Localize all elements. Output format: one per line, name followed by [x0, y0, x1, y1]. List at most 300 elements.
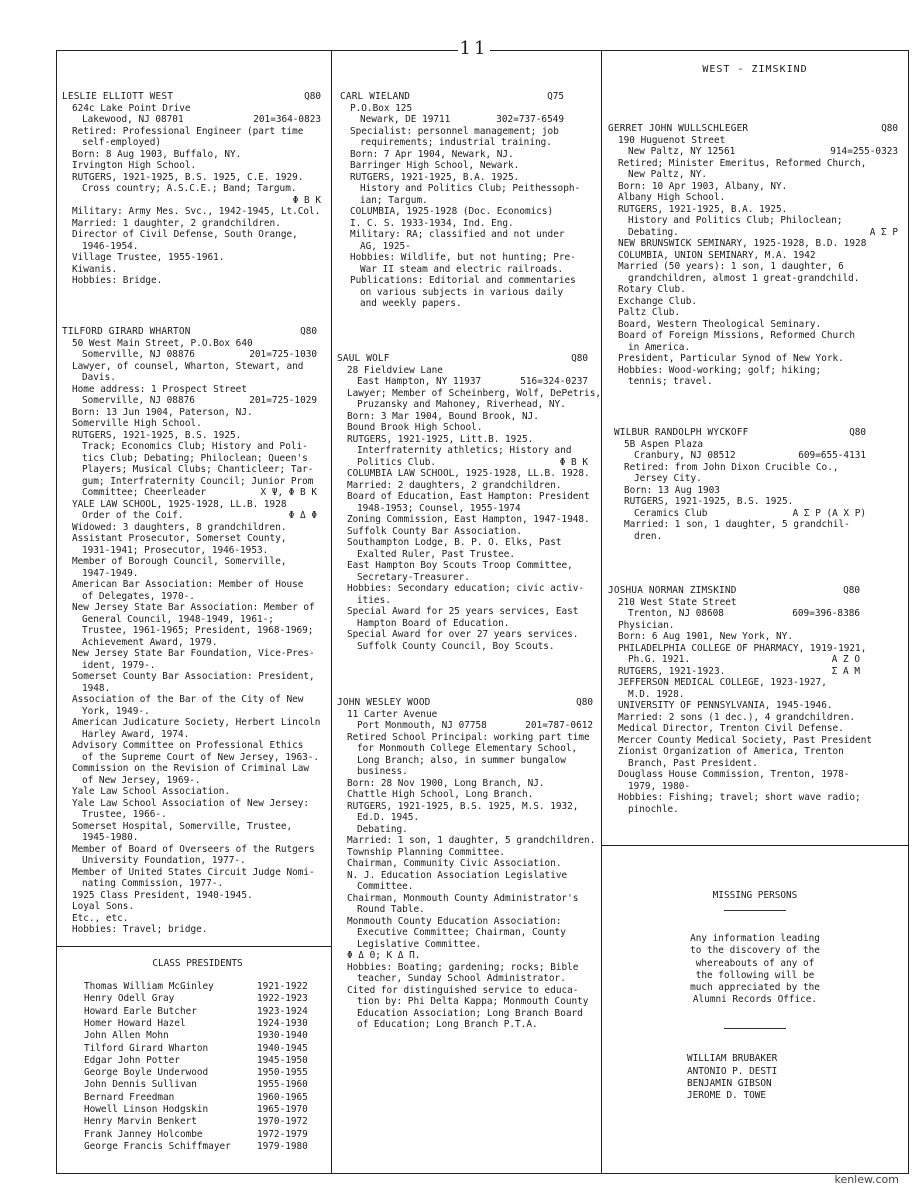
entry-line	[337, 434, 588, 446]
missing-person-name: JEROME D. TOWE	[687, 1090, 767, 1102]
entry-line	[62, 556, 317, 568]
entry-line	[62, 625, 317, 637]
line-text: Trustee, 1966-.	[82, 809, 167, 820]
class-president-row	[84, 1043, 308, 1055]
entry-line	[62, 901, 317, 913]
entry-line	[337, 537, 588, 549]
entry-line	[337, 560, 588, 572]
line-text: Retired; Minister Emeritus, Reformed Church,	[618, 157, 867, 169]
president-name: George Boyle Underwood	[84, 1067, 209, 1079]
line-text: Branch, Past President.	[628, 757, 758, 769]
entry-line	[614, 496, 866, 508]
line-text: YALE LAW SCHOOL, 1925-1928, LL.B. 1928	[72, 498, 287, 510]
entry-line	[608, 192, 898, 204]
entry-line	[608, 712, 860, 724]
line-right: 201=787-0612	[525, 720, 593, 731]
entry-wood	[337, 697, 596, 1031]
president-years: 1960-1965	[257, 1091, 308, 1103]
entry-wharton	[62, 326, 321, 936]
line-text: Married: 2 sons (1 dec.), 4 grandchildren.	[618, 711, 856, 723]
entry-line	[62, 264, 321, 276]
line-text: 1931-1941; Prosecutor, 1946-1953.	[82, 544, 269, 556]
entry-line	[62, 913, 317, 925]
line-text: Loyal Sons.	[72, 901, 135, 912]
line-text: Married: 2 daughters, 2 grandchildren.	[347, 479, 562, 491]
entry-line	[62, 890, 317, 902]
entry-line	[62, 441, 317, 453]
line-text: tennis; travel.	[628, 376, 713, 387]
line-text: Somerville, NJ 08876	[82, 349, 195, 360]
entry-line	[337, 1008, 593, 1020]
entry-line	[337, 641, 588, 653]
line-text: pinochle.	[628, 803, 679, 815]
line-text: Track; Economics Club; History and Poli-	[82, 441, 308, 452]
line-text: Hobbies: Fishing; travel; short wave radio;	[618, 792, 861, 803]
entry-zimskind	[608, 585, 872, 815]
line-text: Home address: 1 Prospect Street	[72, 383, 247, 395]
line-text: UNIVERSITY OF PENNSYLVANIA, 1945-1946.	[618, 700, 833, 711]
line-text: New Jersey State Bar Association: Member of	[72, 602, 315, 613]
line-text: East Hampton, NY 11937	[357, 376, 482, 387]
line-text: 50 West Main Street, P.O.Box 640	[72, 337, 253, 349]
line-text: Zionist Organization of America, Trenton	[618, 746, 844, 757]
entry-line	[62, 126, 321, 138]
class-president-row	[84, 1055, 308, 1067]
missing-text-line: much appreciated by the	[690, 982, 820, 994]
line-text: Ed.D. 1945.	[357, 812, 420, 823]
class-president-row	[84, 993, 308, 1005]
entry-line	[608, 734, 872, 747]
entry-line	[608, 631, 860, 643]
line-text: University Foundation, 1977-.	[82, 855, 246, 866]
line-text: History and Politics Club; Peithessoph-	[360, 183, 581, 194]
line-text: Committee; Cheerleader	[82, 487, 207, 498]
entry-line	[608, 284, 898, 296]
line-text: Association of the Bar of the City of New	[72, 694, 304, 705]
entry-line	[62, 114, 321, 126]
line-text: P.O.Box 125	[350, 102, 413, 114]
entry-line	[614, 485, 866, 497]
line-text: Hobbies: Bridge.	[72, 275, 163, 286]
entry-header	[614, 427, 866, 439]
line-text: I. C. S. 1933-1934, Ind. Eng.	[350, 217, 514, 229]
line-text: 1925 Class President, 1940-1945.	[72, 889, 253, 901]
line-text: 1948.	[82, 682, 111, 694]
entry-line	[62, 372, 317, 384]
entry-line	[337, 720, 593, 732]
entry-line	[62, 717, 321, 729]
line-text: New Paltz, NY 12561	[628, 146, 736, 157]
line-text: tion by: Phi Delta Kappa; Monmouth County	[357, 996, 589, 1007]
line-text: Lawyer, of counsel, Wharton, Stewart, and	[72, 360, 304, 372]
class-president-row	[84, 1030, 308, 1042]
entry-header	[608, 585, 860, 597]
divider-missing-persons	[601, 845, 909, 846]
entry-line	[614, 473, 866, 485]
entry-line	[608, 135, 898, 147]
line-text: Hobbies: Secondary education; civic activ-	[347, 583, 585, 594]
line-text: 28 Fieldview Lane	[347, 364, 443, 376]
line-text: of Delegates, 1970-.	[82, 590, 195, 602]
entry-line	[337, 985, 593, 997]
line-text: Long Branch; also, in summer bungalow	[357, 754, 566, 766]
missing-person-name: WILLIAM BRUBAKER	[687, 1053, 778, 1065]
line-text: Chattle High School, Long Branch.	[347, 789, 534, 800]
column-divider-1	[331, 50, 332, 1174]
line-text: requirements; industrial training.	[360, 137, 552, 148]
class-code: Q80	[849, 427, 866, 438]
line-right: 201=725-1030	[249, 349, 317, 360]
line-text: ian; Targum.	[360, 194, 428, 206]
line-text: of New Jersey, 1969-.	[82, 774, 201, 786]
entry-line	[608, 365, 898, 377]
line-text: Member of Board of Overseers of the Rutgers	[72, 843, 315, 855]
entry-line	[608, 342, 898, 354]
class-president-row	[84, 1116, 308, 1128]
line-text: RUTGERS, 1921-1925, B.A. 1925.	[350, 171, 520, 183]
line-text: tics Club; Debating; Philoclean; Queen's	[82, 452, 308, 464]
entry-line	[337, 755, 593, 767]
line-text: Special Award for over 27 years services.	[347, 629, 579, 640]
president-name: Henry Marvin Benkert	[84, 1116, 197, 1128]
line-text: and weekly papers.	[360, 298, 462, 309]
entry-line	[608, 261, 898, 273]
class-president-row	[84, 1104, 308, 1116]
entry-line	[62, 464, 317, 476]
entry-line	[62, 545, 317, 557]
class-president-row	[84, 1018, 308, 1030]
line-text: Executive Committee; Chairman, County	[357, 927, 566, 938]
line-text: RUTGERS, 1921-1923.	[618, 665, 726, 677]
president-years: 1970-1972	[257, 1116, 308, 1128]
line-text: Born: 8 Aug 1903, Buffalo, NY.	[72, 148, 242, 160]
entry-line	[340, 298, 564, 310]
line-text: Order of the Coif.	[82, 510, 184, 521]
line-text: Board of Education, East Hampton: President	[347, 491, 590, 502]
line-text: Married: 1 son, 1 daughter, 5 grandchil-	[624, 519, 850, 530]
line-text: New Paltz, NY.	[628, 169, 708, 180]
entry-line	[62, 671, 317, 683]
entry-line	[614, 450, 866, 462]
line-right: 609=655-4131	[798, 450, 866, 461]
entry-line	[62, 809, 317, 821]
president-name: Henry Odell Gray	[84, 993, 175, 1005]
entry-line	[337, 893, 593, 905]
entry-line	[337, 916, 593, 928]
entry-line	[608, 227, 898, 239]
entry-line	[608, 689, 860, 701]
missing-text-line: Any information leading	[690, 933, 820, 945]
line-right: Φ Β Κ	[559, 456, 588, 468]
line-text: Assistant Prosecutor, Somerset County,	[72, 533, 287, 544]
class-code: Q80	[571, 353, 588, 364]
line-right: Χ Ψ, Φ Β Κ	[260, 487, 317, 498]
entry-line	[337, 881, 593, 893]
line-text: Debating.	[357, 823, 408, 835]
line-text: Special Award for 25 years services, East	[347, 606, 579, 617]
entry-line	[337, 732, 593, 744]
entry-line	[340, 229, 564, 241]
entry-line	[608, 781, 860, 793]
missing-persons-text	[640, 933, 870, 1006]
line-text: Military: RA; classified and not under	[350, 229, 565, 240]
entry-line	[608, 758, 860, 770]
entry-line	[337, 445, 588, 457]
entry-line	[337, 457, 588, 469]
line-text: Harley Award, 1974.	[82, 728, 190, 740]
entry-line	[337, 468, 588, 480]
line-text: Suffolk County Bar Association.	[347, 525, 522, 537]
line-text: PHILADELPHIA COLLEGE OF PHARMACY, 1919-1921,	[618, 642, 867, 654]
line-text: Born: 28 Nov 1900, Long Branch, NJ.	[347, 777, 545, 789]
entry-line	[62, 660, 317, 672]
entry-line	[608, 769, 860, 781]
line-text: ities.	[357, 594, 391, 606]
line-text: Southampton Lodge, B. P. O. Elks, Past	[347, 537, 562, 548]
entry-line	[62, 786, 317, 798]
line-text: Etc., etc.	[72, 912, 129, 924]
entry-line	[62, 476, 317, 488]
president-years: 1923-1924	[257, 1005, 308, 1017]
line-text: Retired School Principal: working part time	[347, 731, 590, 743]
line-text: Born: 10 Apr 1903, Albany, NY.	[618, 180, 788, 192]
president-years: 1924-1930	[257, 1017, 308, 1029]
line-text: JEFFERSON MEDICAL COLLEGE, 1923-1927,	[618, 677, 827, 688]
entry-line	[62, 821, 317, 833]
president-name: Bernard Freedman	[84, 1091, 175, 1103]
entry-line	[62, 763, 317, 775]
entry-line	[62, 775, 317, 787]
line-text: 5B Aspen Plaza	[624, 438, 704, 450]
entry-line	[337, 491, 588, 503]
entry-line	[608, 250, 898, 262]
line-text: Players; Musical Clubs; Chanticleer; Tar-	[82, 464, 314, 475]
alumnus-name: JOHN WESLEY WOOD	[337, 697, 431, 708]
line-text: RUTGERS, 1921-1925, B.S. 1925.	[72, 429, 242, 441]
missing-text-line: whereabouts of any of	[695, 957, 815, 969]
entry-line	[337, 422, 588, 434]
entry-line	[337, 387, 601, 400]
line-text: Village Trustee, 1955-1961.	[72, 252, 225, 263]
line-text: Round Table.	[357, 904, 425, 915]
line-text: Paltz Club.	[618, 307, 681, 318]
president-name: John Allen Mohn	[84, 1030, 169, 1042]
entry-line	[340, 183, 581, 195]
entry-line	[62, 149, 321, 161]
entry-line	[337, 514, 588, 526]
line-text: Irvington High School.	[72, 160, 197, 171]
entry-line	[614, 439, 866, 451]
president-name: Homer Howard Hazel	[84, 1017, 186, 1029]
line-text: East Hampton Boy Scouts Troop Committee,	[347, 560, 573, 571]
line-text: Lakewood, NJ 08701	[82, 114, 184, 125]
line-text: Board of Foreign Missions, Reformed Church	[618, 330, 856, 341]
class-president-row	[84, 1141, 308, 1153]
line-text: Advisory Committee on Professional Ethics	[72, 740, 304, 751]
entry-line	[337, 778, 593, 790]
president-years: 1979-1980	[257, 1140, 308, 1152]
entry-line	[62, 241, 321, 253]
line-text: Barringer High School, Newark.	[350, 160, 520, 171]
line-text: Specialist: personnel management; job	[350, 125, 559, 137]
president-name: John Dennis Sullivan	[84, 1079, 197, 1091]
president-name: Frank Janney Holcombe	[84, 1128, 203, 1140]
line-text: Albany High School.	[618, 192, 726, 203]
entry-wieland	[340, 91, 581, 310]
entry-line	[62, 103, 321, 115]
line-text: Debating.	[628, 226, 679, 238]
line-text: for Monmouth College Elementary School,	[357, 743, 578, 754]
entry-line	[608, 746, 860, 758]
president-years: 1940-1945	[257, 1042, 308, 1054]
entry-line	[62, 160, 321, 172]
entry-line	[62, 683, 317, 695]
president-years: 1930-1940	[257, 1030, 308, 1042]
entry-line	[62, 751, 320, 764]
line-text: RUTGERS, 1921-1925, Litt.B. 1925.	[347, 433, 534, 445]
entry-line	[340, 149, 564, 161]
line-text: History and Politics Club; Philoclean;	[628, 215, 843, 226]
missing-persons-box	[640, 890, 870, 1102]
line-text: Married: 1 daughter, 2 grandchildren.	[72, 217, 281, 229]
entry-line	[62, 740, 317, 752]
line-text: 624c Lake Point Drive	[72, 102, 191, 114]
entry-line	[608, 723, 860, 735]
line-text: Rotary Club.	[618, 284, 686, 295]
entry-header	[62, 326, 317, 338]
entry-line	[62, 252, 321, 264]
entry-line	[62, 349, 317, 361]
line-text: self-employed)	[82, 137, 162, 148]
entry-line	[62, 533, 317, 545]
line-right: Α Ζ Ο	[831, 654, 860, 665]
entry-line	[62, 510, 317, 522]
missing-persons-names	[640, 1053, 870, 1102]
entry-line	[337, 858, 593, 870]
entry-line	[340, 275, 576, 287]
line-text: Hobbies: Boating; gardening; rocks; Bible	[347, 961, 579, 973]
line-text: Member of Borough Council, Somerville,	[72, 556, 287, 567]
entry-line	[340, 160, 564, 172]
line-text: COLUMBIA, UNION SEMINARY, M.A. 1942	[618, 249, 816, 261]
class-president-row	[84, 1067, 308, 1079]
line-right: 914=255-0323	[830, 146, 898, 157]
entry-line	[608, 158, 898, 170]
entry-line	[337, 870, 593, 882]
entry-line	[62, 453, 317, 465]
line-text: Born: 6 Aug 1901, New York, NY.	[618, 631, 793, 642]
line-text: 190 Huguenot Street	[618, 134, 726, 146]
line-text: 1947-1949.	[82, 567, 139, 579]
entry-line	[62, 637, 317, 649]
line-text: Chairman, Community Civic Association.	[347, 858, 562, 869]
entry-line	[62, 206, 321, 218]
entry-line	[62, 487, 317, 499]
entry-line	[337, 549, 588, 561]
entry-header	[337, 697, 593, 709]
president-years: 1921-1922	[257, 981, 308, 992]
entry-line	[62, 218, 321, 230]
entry-line	[62, 602, 317, 614]
line-text: of Education; Long Branch P.T.A.	[357, 1019, 538, 1030]
line-text: Commission on the Revision of Criminal Law	[72, 763, 310, 774]
class-code: Q75	[547, 91, 564, 102]
president-name: Thomas William McGinley	[84, 981, 214, 992]
entry-line	[340, 287, 564, 299]
line-text: President, Particular Synod of New York.	[618, 353, 844, 364]
line-text: Cross country; A.S.C.E.; Band; Targum.	[82, 183, 297, 194]
entry-line	[340, 172, 564, 184]
entry-line	[337, 606, 588, 618]
entry-line	[337, 595, 588, 607]
line-text: Director of Civil Defense, South Orange,	[72, 229, 298, 240]
president-name: George Francis Schiffmayer	[84, 1140, 231, 1152]
entry-line	[62, 338, 317, 350]
entry-line	[614, 531, 866, 543]
entry-line	[62, 275, 321, 287]
alumnus-name: GERRET JOHN WULLSCHLEGER	[608, 123, 749, 134]
class-president-row	[84, 981, 308, 993]
class-president-row	[84, 1092, 308, 1104]
alumnus-name: CARL WIELAND	[340, 91, 411, 102]
entry-line	[337, 939, 593, 951]
entry-line	[614, 462, 866, 474]
entry-line	[608, 700, 860, 712]
entry-line	[608, 353, 898, 365]
missing-person-name: ANTONIO P. DESTI	[687, 1065, 778, 1077]
entry-line	[614, 519, 866, 531]
line-text: in America.	[628, 341, 691, 353]
line-right: Φ Δ Φ	[288, 510, 317, 521]
entry-line	[337, 996, 593, 1008]
column-divider-2	[601, 50, 602, 1174]
entry-line	[337, 812, 593, 824]
line-text: 11 Carter Avenue	[347, 708, 438, 720]
line-right: 609=396-8386	[792, 608, 860, 619]
entry-line	[337, 709, 593, 721]
line-text: Married (50 years): 1 son, 1 daughter, 6	[618, 261, 844, 272]
line-text: Married: 1 son, 1 daughter, 5 grandchildren.	[347, 835, 596, 846]
line-text: Ceramics Club	[634, 507, 708, 519]
entry-line	[608, 642, 867, 655]
entry-line	[608, 204, 898, 216]
entry-line	[62, 137, 321, 149]
entry-line	[340, 252, 576, 264]
entry-line	[62, 522, 317, 534]
line-text: Achievement Award, 1979.	[82, 636, 218, 648]
missing-text-line: Alumni Records Office.	[692, 994, 818, 1006]
line-text: Physician.	[618, 619, 675, 631]
entry-line	[62, 430, 317, 442]
line-text: Davis.	[82, 372, 116, 383]
entry-line	[340, 241, 564, 253]
alumnus-name: WILBUR RANDOLPH WYCKOFF	[614, 427, 749, 438]
line-text: 1945-1980.	[82, 832, 139, 843]
president-name: Tilford Girard Wharton	[84, 1042, 209, 1054]
entry-line	[608, 666, 860, 678]
entry-line	[62, 418, 317, 430]
president-years: 1950-1955	[257, 1067, 308, 1079]
entry-wolf	[337, 353, 601, 652]
line-text: AG, 1925-	[360, 240, 411, 252]
alumnus-name: TILFORD GIRARD WHARTON	[62, 326, 191, 337]
president-name: Edgar John Potter	[84, 1054, 180, 1066]
entry-line	[62, 855, 317, 867]
line-text: Exalted Ruler, Past Trustee.	[357, 548, 516, 560]
missing-person-name: BENJAMIN GIBSON	[687, 1077, 772, 1089]
line-text: Zoning Commission, East Hampton, 1947-1948.	[347, 514, 590, 525]
line-text: M.D. 1928.	[628, 688, 685, 700]
